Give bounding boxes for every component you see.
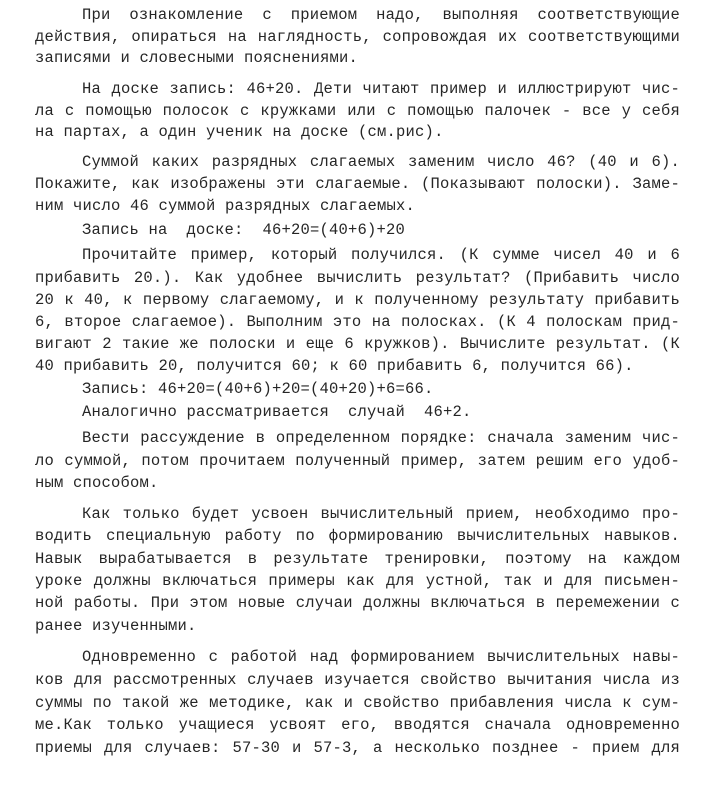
text-line: ло суммой, потом прочитаем полученный пример, затем решим его удоб-: [35, 452, 680, 470]
text-line: На доске запись: 46+20. Дети читают пример и иллюстрируют чис-: [82, 80, 680, 98]
text-line: водить специальную работу по формированию вычислительных навыков.: [35, 527, 680, 545]
text-line: записями и словесными пояснениями.: [35, 49, 359, 67]
text-line: ла с помощью полосок с кружками или с помощью палочек - все у себя: [35, 102, 680, 120]
text-line: прибавить 20.). Как удобнее вычислить результат? (Прибавить число: [35, 269, 680, 287]
text-line: вигают 2 такие же полоски и еще 6 кружков). Вычислите результат. (К: [35, 335, 680, 353]
text-line: 40 прибавить 20, получится 60; к 60 прибавить 6, получится 66).: [35, 357, 634, 375]
text-line: Аналогично рассматривается случай 46+2.: [82, 403, 472, 421]
text-line: 20 к 40, к первому слагаемому, и к полученному результату прибавить: [35, 291, 680, 309]
text-line: ной работы. При этом новые случаи должны включаться в перемежении с: [35, 594, 680, 612]
text-line: суммы по такой же методике, как и свойство прибавления числа к сум-: [35, 694, 680, 712]
text-line: приемы для случаев: 57-30 и 57-3, а несколько позднее - прием для: [35, 739, 680, 757]
text-line: 6, второе слагаемое). Выполним это на полосках. (К 4 полоскам прид-: [35, 313, 680, 331]
text-line: Покажите, как изображены эти слагаемые. (Показывают полоски). Заме-: [35, 175, 680, 193]
text-line: Навык вырабатывается в результате тренировки, поэтому на каждом: [35, 550, 680, 568]
text-line: ме.Как только учащиеся усвоят его, вводятся сначала одновременно: [35, 716, 680, 734]
text-line: ков для рассмотренных случаев изучается свойство вычитания числа из: [35, 671, 680, 689]
text-line: Одновременно с работой над формированием вычислительных навы-: [82, 648, 680, 666]
text-line: Вести рассуждение в определенном порядке: сначала заменим чис-: [82, 429, 680, 447]
text-line: Суммой каких разрядных слагаемых заменим число 46? (40 и 6).: [82, 153, 680, 171]
text-line: Запись: 46+20=(40+6)+20=(40+20)+6=66.: [82, 380, 434, 398]
text-line: Прочитайте пример, который получился. (К сумме чисел 40 и 6: [82, 246, 680, 264]
text-line: Как только будет усвоен вычислительный прием, необходимо про-: [82, 505, 680, 523]
text-line: ним число 46 суммой разрядных слагаемых.: [35, 197, 416, 215]
text-line: При ознакомление с приемом надо, выполняя соответствующие: [82, 6, 680, 24]
text-line: на партах, а один ученик на доске (см.рис).: [35, 123, 444, 141]
text-line: Запись на доске: 46+20=(40+6)+20: [82, 221, 406, 239]
text-line: ным способом.: [35, 474, 159, 492]
text-line: ранее изученными.: [35, 617, 197, 635]
text-line: уроке должны включаться примеры как для устной, так и для письмен-: [35, 572, 680, 590]
text-line: действия, опираться на наглядность, сопровождая их соответствующими: [35, 28, 680, 46]
